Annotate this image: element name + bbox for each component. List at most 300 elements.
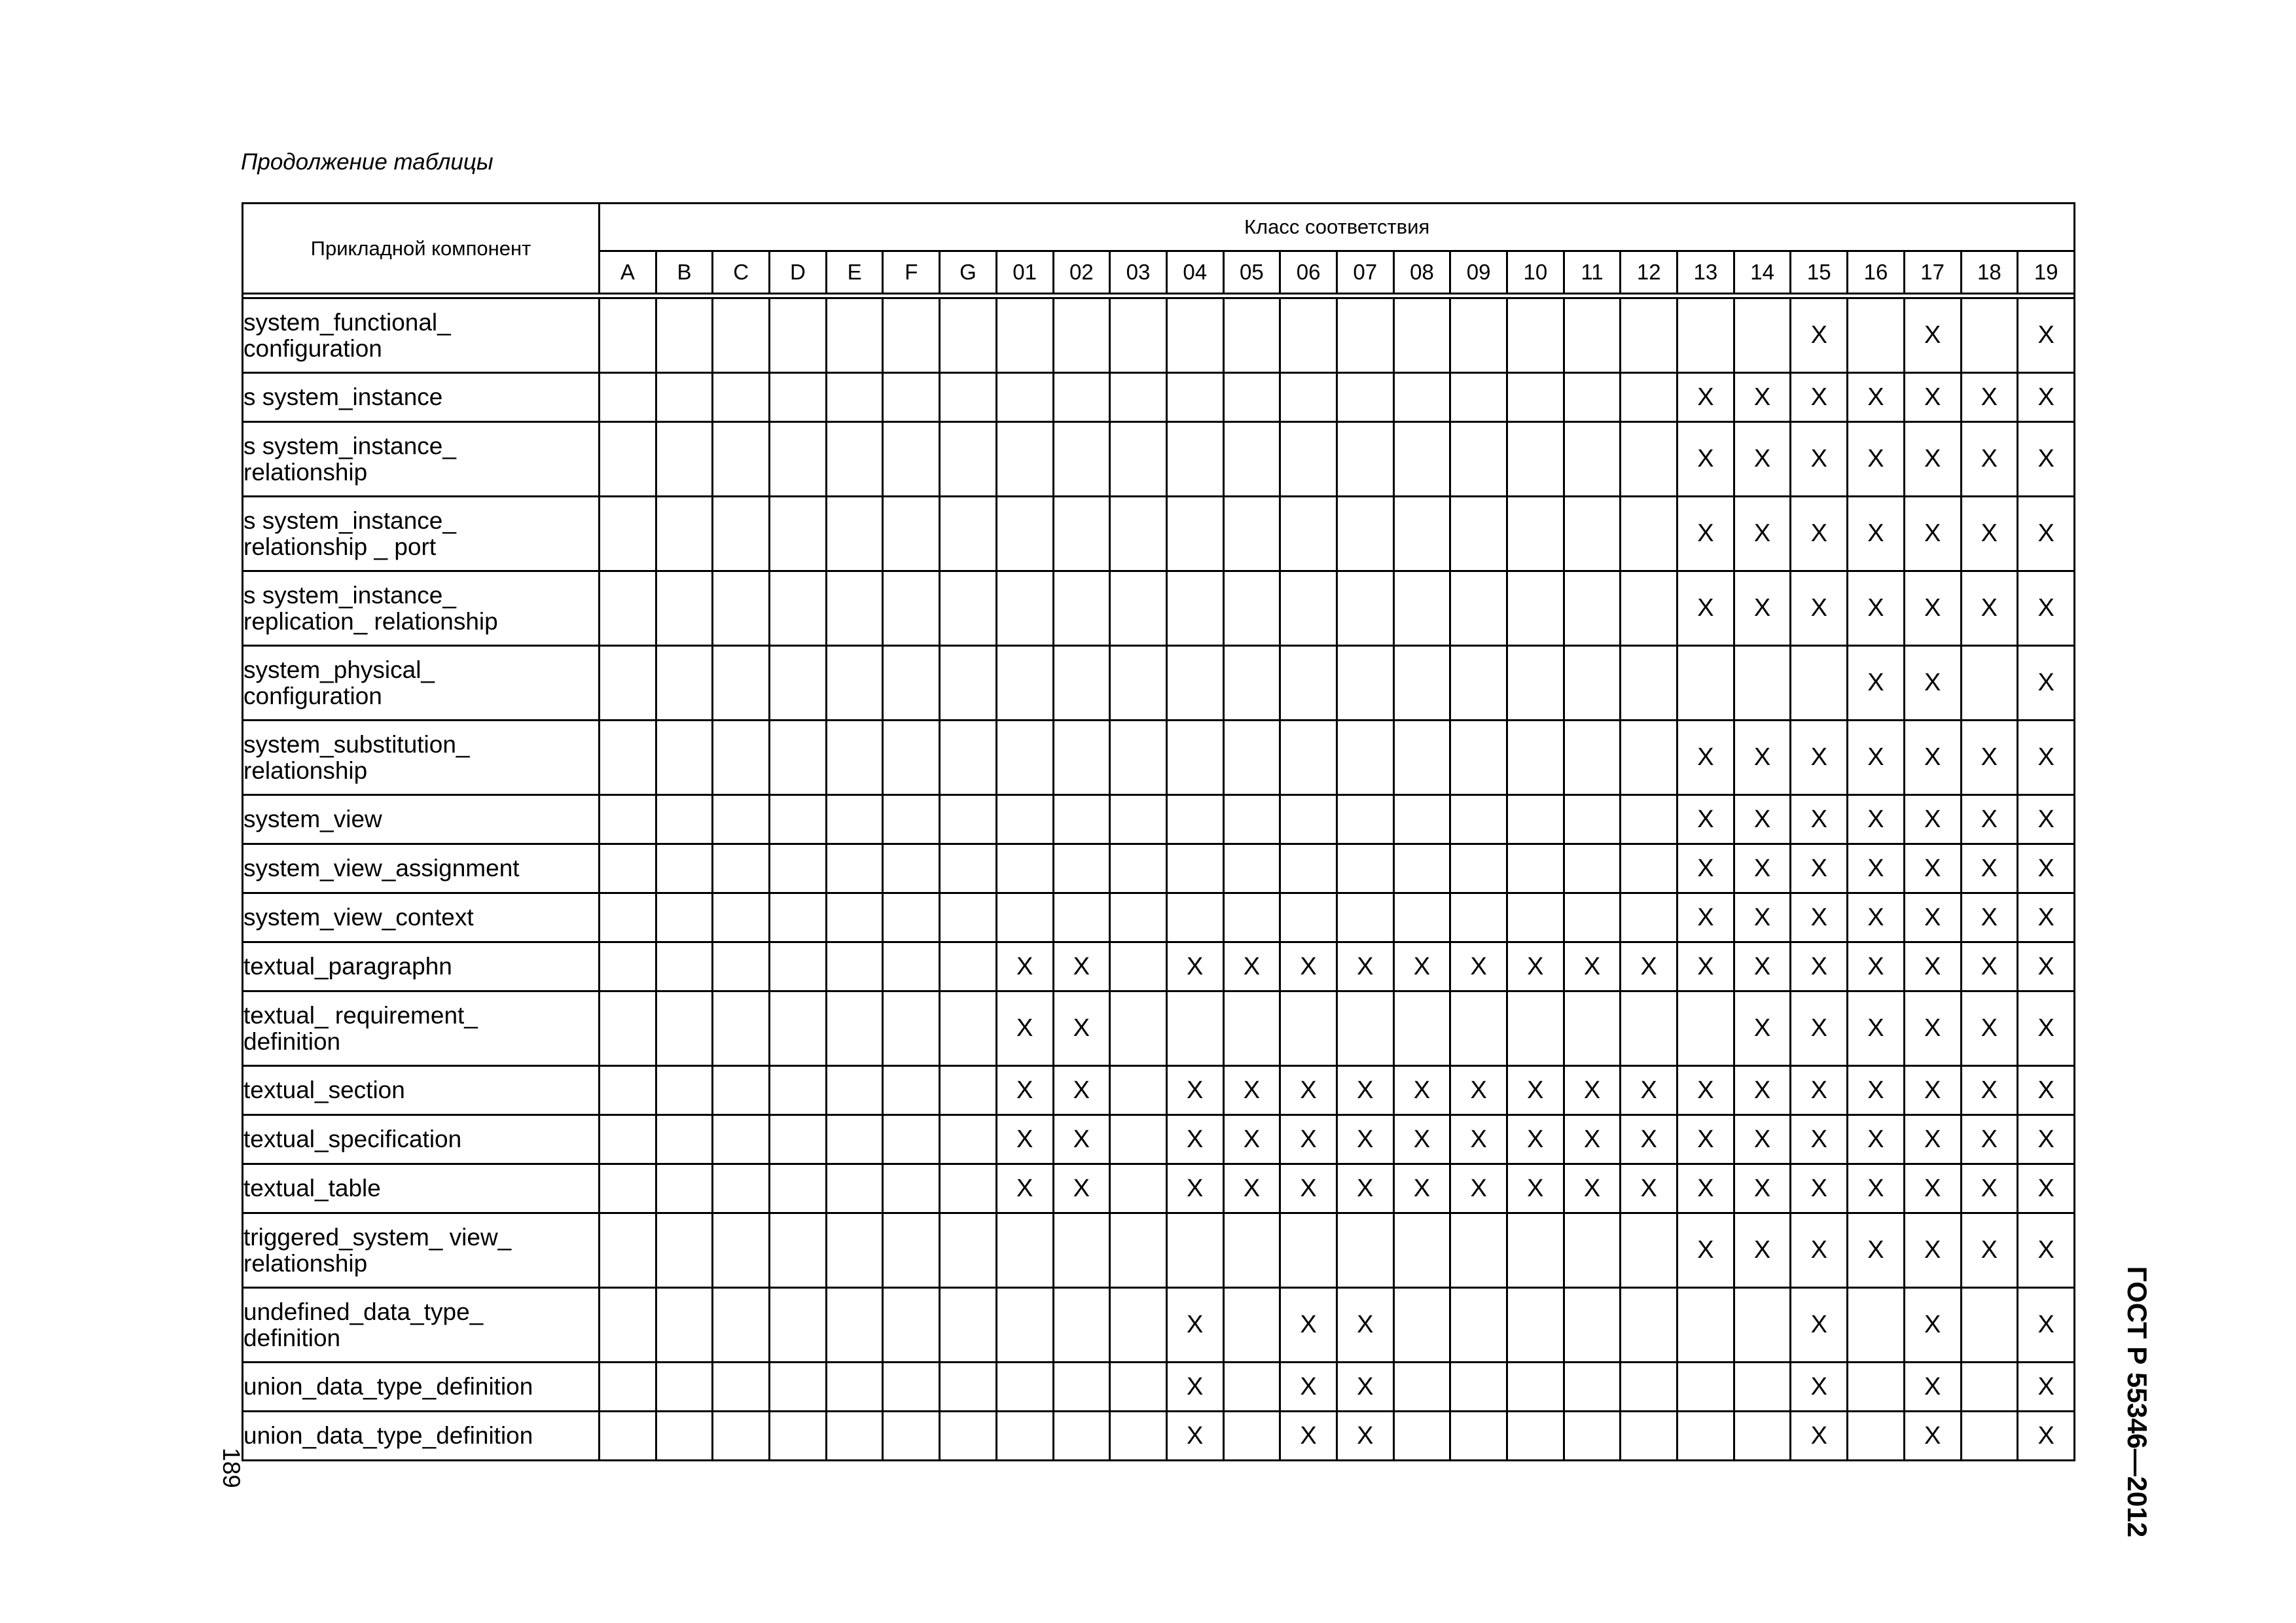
conformance-mark	[826, 571, 883, 646]
conformance-mark	[1450, 373, 1507, 422]
conformance-mark	[770, 1066, 827, 1115]
conformance-mark	[1223, 1213, 1280, 1288]
conformance-mark	[826, 1363, 883, 1412]
class-code-header: B	[656, 251, 713, 294]
conformance-mark	[996, 373, 1053, 422]
conformance-mark	[1053, 422, 1110, 497]
conformance-mark	[770, 571, 827, 646]
header-separator	[243, 294, 2075, 298]
conformance-mark	[656, 373, 713, 422]
conformance-mark: X	[2018, 373, 2075, 422]
conformance-mark	[826, 844, 883, 893]
conformance-mark	[656, 1164, 713, 1213]
conformance-mark	[600, 497, 656, 571]
component-name: s system_instance_ replication_ relationship	[243, 571, 600, 646]
conformance-mark	[1053, 893, 1110, 942]
conformance-mark	[940, 298, 997, 373]
conformance-mark	[770, 991, 827, 1066]
table-row	[243, 298, 2075, 373]
conformance-mark	[826, 298, 883, 373]
conformance-mark	[1507, 795, 1564, 844]
conformance-mark	[1053, 1213, 1110, 1288]
conformance-mark: X	[1961, 991, 2018, 1066]
conformance-mark	[1734, 646, 1791, 721]
conformance-mark	[1621, 991, 1677, 1066]
conformance-mark	[1564, 893, 1621, 942]
conformance-mark	[940, 942, 997, 991]
conformance-mark	[826, 373, 883, 422]
conformance-mark: X	[1621, 1164, 1677, 1213]
conformance-mark	[770, 373, 827, 422]
conformance-mark	[1507, 571, 1564, 646]
conformance-mark	[1110, 795, 1167, 844]
conformance-mark	[1336, 422, 1393, 497]
component-name: s system_instance_ relationship	[243, 422, 600, 497]
conformance-mark: X	[1564, 942, 1621, 991]
conformance-mark: X	[1336, 1164, 1393, 1213]
conformance-mark: X	[1677, 1066, 1734, 1115]
conformance-mark	[1223, 373, 1280, 422]
conformance-mark	[826, 422, 883, 497]
conformance-mark	[1223, 422, 1280, 497]
conformance-mark: X	[1280, 1363, 1337, 1412]
conformance-mark	[1336, 1213, 1393, 1288]
conformance-mark	[996, 422, 1053, 497]
conformance-mark: X	[1336, 1288, 1393, 1363]
conformance-mark: X	[1677, 893, 1734, 942]
table-row	[243, 373, 2075, 422]
conformance-mark	[1507, 1363, 1564, 1412]
conformance-mark	[656, 422, 713, 497]
conformance-mark	[1621, 795, 1677, 844]
conformance-mark: X	[1961, 1213, 2018, 1288]
conformance-mark	[1677, 646, 1734, 721]
conformance-mark: X	[1904, 844, 1961, 893]
conformance-mark	[1564, 844, 1621, 893]
conformance-mark: X	[1677, 721, 1734, 795]
conformance-mark	[770, 795, 827, 844]
conformance-mark: X	[2018, 571, 2075, 646]
conformance-mark: X	[1734, 795, 1791, 844]
conformance-mark	[1166, 646, 1223, 721]
conformance-mark	[1223, 991, 1280, 1066]
conformance-mark	[1393, 298, 1450, 373]
conformance-mark	[600, 991, 656, 1066]
class-code-header: G	[940, 251, 997, 294]
conformance-mark	[770, 1288, 827, 1363]
conformance-mark	[1393, 1213, 1450, 1288]
conformance-mark	[1110, 571, 1167, 646]
conformance-mark	[1507, 991, 1564, 1066]
conformance-mark	[1450, 298, 1507, 373]
conformance-mark	[600, 1412, 656, 1461]
conformance-mark	[600, 721, 656, 795]
conformance-mark: X	[1791, 497, 1848, 571]
conformance-mark: X	[1336, 1115, 1393, 1164]
conformance-mark	[1166, 844, 1223, 893]
conformance-mark	[713, 844, 770, 893]
component-name: undefined_data_type_ definition	[243, 1288, 600, 1363]
conformance-mark	[883, 721, 940, 795]
conformance-mark	[713, 571, 770, 646]
component-name: triggered_system_ view_ relationship	[243, 1213, 600, 1288]
conformance-mark	[770, 1213, 827, 1288]
conformance-mark	[1734, 1288, 1791, 1363]
table-row	[243, 646, 2075, 721]
conformance-mark	[1166, 795, 1223, 844]
conformance-mark	[1507, 497, 1564, 571]
conformance-mark: X	[1393, 1115, 1450, 1164]
conformance-mark: X	[1904, 422, 1961, 497]
class-code-header: 06	[1280, 251, 1337, 294]
conformance-mark	[940, 1066, 997, 1115]
component-name: system_physical_ configuration	[243, 646, 600, 721]
conformance-mark	[713, 1412, 770, 1461]
conformance-mark	[1450, 1363, 1507, 1412]
conformance-mark	[883, 497, 940, 571]
conformance-mark: X	[2018, 497, 2075, 571]
conformance-mark	[1621, 298, 1677, 373]
conformance-mark	[1336, 497, 1393, 571]
conformance-mark	[1223, 844, 1280, 893]
conformance-mark: X	[1961, 373, 2018, 422]
conformance-mark	[1110, 1213, 1167, 1288]
table-row	[243, 1164, 2075, 1213]
conformance-mark: X	[1904, 497, 1961, 571]
conformance-mark	[600, 1288, 656, 1363]
conformance-mark	[1450, 571, 1507, 646]
conformance-mark: X	[1904, 646, 1961, 721]
conformance-mark	[770, 646, 827, 721]
conformance-mark: X	[1166, 942, 1223, 991]
conformance-mark	[656, 991, 713, 1066]
table-row	[243, 991, 2075, 1066]
conformance-mark	[600, 422, 656, 497]
table-row	[243, 1412, 2075, 1461]
conformance-mark	[600, 1164, 656, 1213]
conformance-mark: X	[996, 1066, 1053, 1115]
conformance-mark	[1961, 646, 2018, 721]
conformance-mark	[1677, 1363, 1734, 1412]
conformance-mark: X	[1734, 422, 1791, 497]
conformance-mark: X	[2018, 422, 2075, 497]
conformance-mark	[1223, 721, 1280, 795]
conformance-mark	[1507, 298, 1564, 373]
component-name: system_substitution_ relationship	[243, 721, 600, 795]
conformance-mark	[1734, 1412, 1791, 1461]
conformance-mark	[600, 795, 656, 844]
conformance-mark	[883, 1066, 940, 1115]
conformance-mark: X	[2018, 1288, 2075, 1363]
component-name: system_view_context	[243, 893, 600, 942]
conformance-mark	[600, 1363, 656, 1412]
conformance-mark: X	[1053, 1164, 1110, 1213]
conformance-mark	[1110, 1115, 1167, 1164]
conformance-mark	[1450, 646, 1507, 721]
conformance-mark	[1166, 298, 1223, 373]
conformance-mark	[1166, 571, 1223, 646]
conformance-mark	[656, 721, 713, 795]
conformance-mark	[1110, 991, 1167, 1066]
conformance-mark	[713, 298, 770, 373]
conformance-mark	[883, 298, 940, 373]
conformance-mark	[940, 1412, 997, 1461]
conformance-mark: X	[1791, 1288, 1848, 1363]
conformance-mark	[996, 1412, 1053, 1461]
conformance-mark	[1336, 893, 1393, 942]
conformance-mark: X	[1961, 422, 2018, 497]
conformance-mark	[1848, 1363, 1905, 1412]
conformance-mark: X	[2018, 942, 2075, 991]
conformance-mark	[1280, 497, 1337, 571]
conformance-mark	[713, 991, 770, 1066]
conformance-mark	[1053, 1363, 1110, 1412]
conformance-mark	[1450, 497, 1507, 571]
conformance-mark	[1053, 298, 1110, 373]
conformance-mark	[940, 844, 997, 893]
conformance-mark: X	[996, 991, 1053, 1066]
conformance-mark	[940, 1115, 997, 1164]
table-caption: Продолжение таблицы	[241, 149, 493, 175]
conformance-mark: X	[1336, 942, 1393, 991]
conformance-mark	[656, 844, 713, 893]
conformance-mark	[1166, 497, 1223, 571]
conformance-mark	[770, 721, 827, 795]
class-code-header: 02	[1053, 251, 1110, 294]
conformance-mark: X	[1393, 942, 1450, 991]
conformance-mark: X	[1450, 1066, 1507, 1115]
conformance-mark	[940, 1288, 997, 1363]
conformance-mark	[940, 991, 997, 1066]
conformance-mark: X	[1791, 571, 1848, 646]
conformance-mark	[940, 1213, 997, 1288]
conformance-mark	[1053, 721, 1110, 795]
conformance-mark	[883, 795, 940, 844]
conformance-mark: X	[1393, 1066, 1450, 1115]
conformance-mark: X	[1734, 942, 1791, 991]
conformance-mark	[1166, 721, 1223, 795]
conformance-mark: X	[1904, 1164, 1961, 1213]
conformance-mark	[1223, 497, 1280, 571]
conformance-mark	[1393, 373, 1450, 422]
conformance-mark: X	[1450, 1115, 1507, 1164]
conformance-mark: X	[1791, 422, 1848, 497]
conformance-mark	[1393, 422, 1450, 497]
conformance-mark: X	[1791, 1066, 1848, 1115]
conformance-mark	[1280, 422, 1337, 497]
conformance-class-header: Класс соответствия	[600, 204, 2075, 251]
conformance-mark	[1621, 646, 1677, 721]
conformance-mark: X	[1848, 571, 1905, 646]
conformance-mark	[996, 298, 1053, 373]
conformance-mark	[713, 721, 770, 795]
table-row	[243, 1363, 2075, 1412]
class-code-header: E	[826, 251, 883, 294]
conformance-mark	[713, 1213, 770, 1288]
conformance-mark: X	[2018, 298, 2075, 373]
class-code-header: 14	[1734, 251, 1791, 294]
conformance-mark	[1110, 1288, 1167, 1363]
conformance-mark	[1053, 1412, 1110, 1461]
conformance-mark	[770, 942, 827, 991]
conformance-mark	[1166, 373, 1223, 422]
conformance-mark: X	[1904, 1288, 1961, 1363]
conformance-mark	[1564, 1213, 1621, 1288]
conformance-mark: X	[1280, 1066, 1337, 1115]
conformance-mark: X	[1677, 1213, 1734, 1288]
conformance-mark: X	[1564, 1066, 1621, 1115]
class-code-header: 13	[1677, 251, 1734, 294]
conformance-mark: X	[1904, 1066, 1961, 1115]
conformance-mark	[1393, 844, 1450, 893]
conformance-mark: X	[1507, 1164, 1564, 1213]
page-number: 189	[217, 1448, 245, 1488]
component-name: union_data_type_definition	[243, 1363, 600, 1412]
conformance-mark: X	[1734, 844, 1791, 893]
conformance-mark	[996, 1213, 1053, 1288]
conformance-mark	[1110, 942, 1167, 991]
conformance-mark: X	[1734, 1066, 1791, 1115]
conformance-mark	[1110, 721, 1167, 795]
conformance-mark	[1280, 1213, 1337, 1288]
conformance-mark: X	[2018, 893, 2075, 942]
conformance-mark	[1053, 373, 1110, 422]
conformance-mark: X	[1848, 844, 1905, 893]
conformance-mark	[883, 571, 940, 646]
conformance-mark	[1564, 571, 1621, 646]
conformance-mark	[1280, 646, 1337, 721]
conformance-mark	[996, 497, 1053, 571]
conformance-mark	[1110, 844, 1167, 893]
conformance-mark	[713, 1363, 770, 1412]
conformance-mark	[1336, 721, 1393, 795]
conformance-mark	[883, 646, 940, 721]
conformance-mark: X	[1961, 795, 2018, 844]
conformance-mark: X	[2018, 1115, 2075, 1164]
table-row	[243, 942, 2075, 991]
conformance-mark	[1450, 1412, 1507, 1461]
conformance-mark	[656, 893, 713, 942]
conformance-mark	[1621, 571, 1677, 646]
conformance-mark: X	[1166, 1115, 1223, 1164]
conformance-mark: X	[1677, 1115, 1734, 1164]
conformance-mark	[1166, 991, 1223, 1066]
conformance-mark	[940, 646, 997, 721]
conformance-mark	[883, 422, 940, 497]
conformance-mark	[656, 1363, 713, 1412]
conformance-mark	[713, 497, 770, 571]
conformance-mark	[883, 942, 940, 991]
conformance-mark: X	[1961, 1164, 2018, 1213]
conformance-mark	[1507, 1213, 1564, 1288]
conformance-mark	[1336, 646, 1393, 721]
conformance-mark: X	[1677, 795, 1734, 844]
conformance-mark: X	[1734, 373, 1791, 422]
conformance-mark	[1110, 1164, 1167, 1213]
conformance-mark	[1393, 646, 1450, 721]
conformance-mark: X	[1904, 298, 1961, 373]
conformance-mark	[1621, 1363, 1677, 1412]
class-code-header: 04	[1166, 251, 1223, 294]
conformance-mark	[1450, 721, 1507, 795]
conformance-mark: X	[1053, 1066, 1110, 1115]
conformance-mark: X	[1677, 571, 1734, 646]
table-row	[243, 422, 2075, 497]
conformance-mark	[1450, 1213, 1507, 1288]
conformance-mark	[1450, 893, 1507, 942]
conformance-mark: X	[1734, 991, 1791, 1066]
conformance-mark: X	[1450, 942, 1507, 991]
conformance-mark: X	[1961, 497, 2018, 571]
class-code-header: 05	[1223, 251, 1280, 294]
conformance-mark	[1280, 721, 1337, 795]
component-name: textual_section	[243, 1066, 600, 1115]
conformance-mark	[1393, 1288, 1450, 1363]
conformance-mark	[713, 942, 770, 991]
table-row	[243, 571, 2075, 646]
conformance-mark: X	[1280, 1115, 1337, 1164]
conformance-mark: X	[1507, 1066, 1564, 1115]
conformance-mark	[600, 571, 656, 646]
conformance-mark	[1110, 1412, 1167, 1461]
conformance-mark	[826, 795, 883, 844]
conformance-mark	[1621, 1288, 1677, 1363]
conformance-mark	[1336, 991, 1393, 1066]
component-name: system_view_assignment	[243, 844, 600, 893]
conformance-mark	[883, 1288, 940, 1363]
conformance-mark	[1110, 422, 1167, 497]
conformance-mark: X	[1961, 571, 2018, 646]
conformance-mark: X	[1621, 942, 1677, 991]
conformance-mark	[1336, 571, 1393, 646]
conformance-mark	[1280, 991, 1337, 1066]
conformance-mark	[883, 1412, 940, 1461]
conformance-mark	[1507, 1412, 1564, 1461]
conformance-mark	[656, 795, 713, 844]
conformance-mark	[1791, 646, 1848, 721]
conformance-mark	[883, 373, 940, 422]
class-code-header: 11	[1564, 251, 1621, 294]
table-row	[243, 721, 2075, 795]
conformance-mark: X	[1791, 1363, 1848, 1412]
conformance-mark: X	[1336, 1363, 1393, 1412]
conformance-mark	[940, 721, 997, 795]
conformance-mark	[1450, 844, 1507, 893]
conformance-mark	[1110, 373, 1167, 422]
conformance-mark	[1223, 571, 1280, 646]
conformance-mark: X	[1791, 1213, 1848, 1288]
conformance-mark	[996, 646, 1053, 721]
conformance-mark: X	[1621, 1066, 1677, 1115]
conformance-mark	[1393, 795, 1450, 844]
conformance-mark: X	[1166, 1164, 1223, 1213]
conformance-mark	[713, 1115, 770, 1164]
conformance-mark	[1223, 646, 1280, 721]
conformance-mark	[996, 844, 1053, 893]
table-body	[243, 294, 2075, 1461]
class-code-header: 16	[1848, 251, 1905, 294]
conformance-mark	[1110, 893, 1167, 942]
conformance-mark: X	[1166, 1066, 1223, 1115]
conformance-mark	[1564, 422, 1621, 497]
conformance-mark	[1336, 298, 1393, 373]
conformance-mark	[826, 1213, 883, 1288]
conformance-mark: X	[1734, 1164, 1791, 1213]
conformance-mark	[656, 646, 713, 721]
conformance-mark	[1280, 795, 1337, 844]
conformance-mark	[1450, 422, 1507, 497]
conformance-mark	[1110, 298, 1167, 373]
